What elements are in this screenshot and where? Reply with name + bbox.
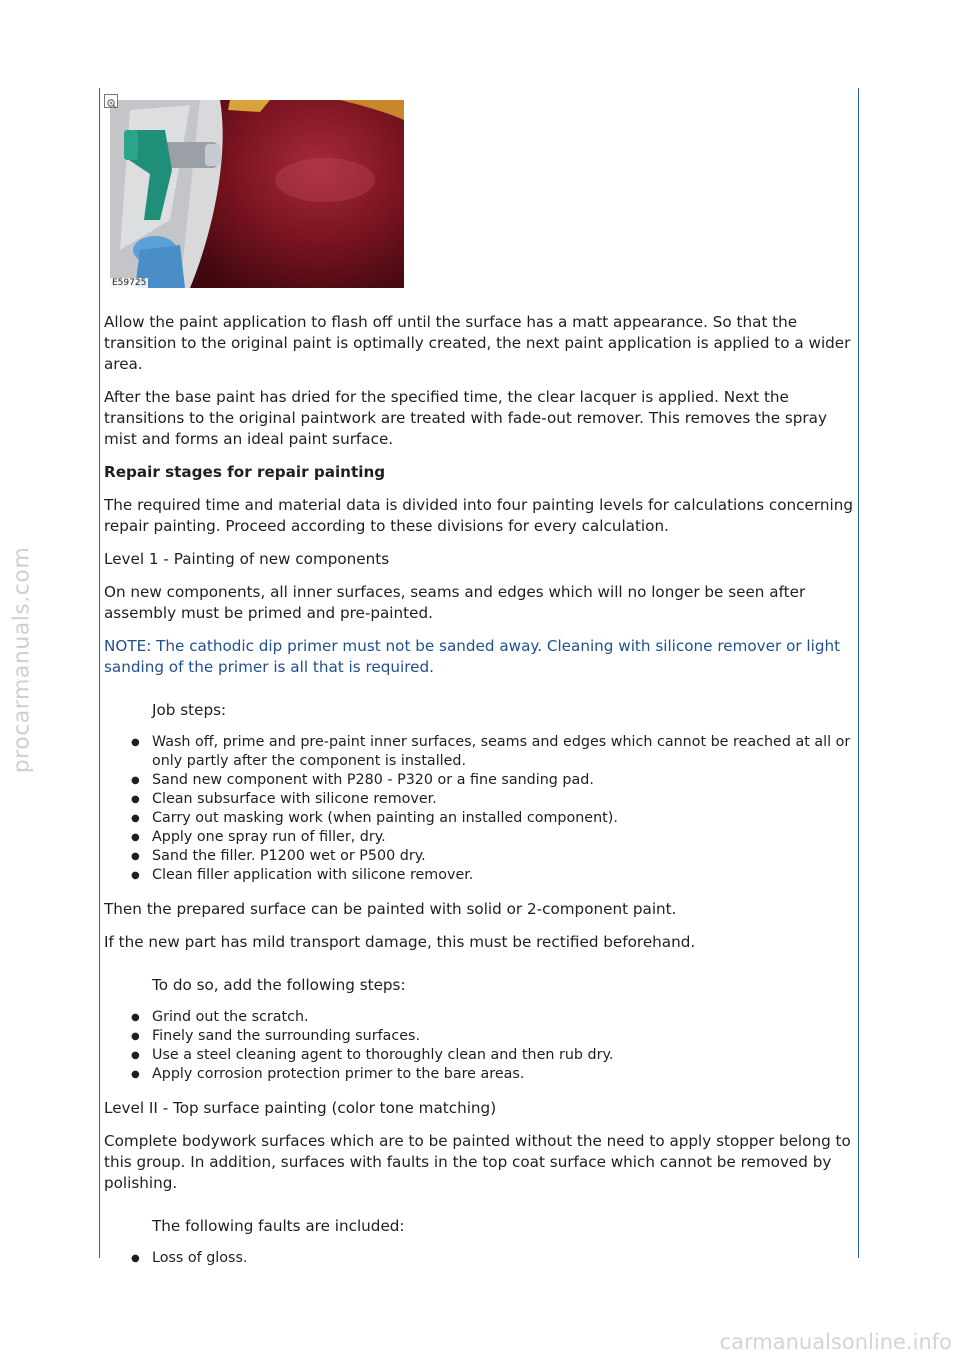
side-watermark: [4, 546, 40, 774]
additional-steps-list: [104, 1008, 854, 1084]
figure-code: E59725: [112, 278, 147, 288]
list-item: ● Sand the filler. P1200 wet or P500 dry.: [152, 847, 854, 866]
paragraph-new-components: On new components, all inner surfaces, seams and edges which will no longer be seen after assembly must be primed and pre-painted.: [104, 583, 806, 622]
spray-gun-photo: [110, 100, 404, 288]
list-item: ● Clean filler application with silicone remover.: [152, 866, 854, 885]
list-item: ● Apply corrosion protection primer to the bare areas.: [152, 1065, 854, 1084]
list-item: ● Carry out masking work (when painting an installed component).: [152, 809, 854, 828]
list-item: ● Clean subsurface with silicone remover.: [152, 790, 854, 809]
additional-steps-label: To do so, add the following steps:: [152, 976, 406, 994]
paragraph-prepared-surface: Then the prepared surface can be painted with solid or 2-component paint.: [104, 900, 677, 918]
level-1-title: Level 1 - Painting of new components: [104, 550, 390, 568]
list-item: ● Use a steel cleaning agent to thoroughly clean and then rub dry.: [152, 1046, 854, 1065]
list-item: ● Sand new component with P280 - P320 or a fine sanding pad.: [152, 771, 854, 790]
bottom-watermark: carmanualsonline.info: [719, 1330, 952, 1354]
faults-label: The following faults are included:: [152, 1217, 405, 1235]
faults-list: [104, 1249, 854, 1268]
left-border-rule: [99, 88, 100, 1258]
paragraph-clear-lacquer: After the base paint has dried for the specified time, the clear lacquer is applied. Next the transitions to the original paintwork are treated with fade-out remover. This removes the spray mist and forms an ideal paint surface.: [104, 388, 827, 448]
list-item: ● Wash off, prime and pre-paint inner surfaces, seams and edges which cannot be reached at all or only partly after the component is installed.: [152, 733, 854, 771]
job-steps-list: [104, 733, 854, 885]
job-steps-label: Job steps:: [152, 701, 227, 719]
figure: [104, 92, 404, 292]
list-item: ● Finely sand the surrounding surfaces.: [152, 1027, 854, 1046]
zoom-icon[interactable]: [104, 94, 118, 108]
paragraph-top-surface: Complete bodywork surfaces which are to be painted without the need to apply stopper belong to this group. In addition, surfaces with faults in the top coat surface which cannot be removed by polishing.: [104, 1132, 851, 1192]
section-heading: Repair stages for repair painting: [104, 463, 386, 481]
level-2-title: Level II - Top surface painting (color tone matching): [104, 1099, 497, 1117]
side-watermark-text: procarmanuals.com: [9, 546, 35, 774]
paragraph-transport-damage: If the new part has mild transport damage, this must be rectified beforehand.: [104, 933, 696, 951]
paragraph-levels: The required time and material data is divided into four painting levels for calculations concerning repair painting. Proceed according to these divisions for every calculation.: [104, 496, 853, 535]
right-border-rule: [858, 88, 859, 1258]
list-item: ● Apply one spray run of filler, dry.: [152, 828, 854, 847]
list-item: ● Loss of gloss.: [152, 1249, 854, 1268]
document-body: [104, 92, 854, 1282]
paragraph-flash-off: Allow the paint application to flash off until the surface has a matt appearance. So that the transition to the original paint is optimally created, the next paint application is applied to a wider area.: [104, 313, 851, 373]
note: NOTE: The cathodic dip primer must not be sanded away. Cleaning with silicone remover or light sanding of the primer is all that is required.: [104, 637, 841, 676]
list-item: ● Grind out the scratch.: [152, 1008, 854, 1027]
